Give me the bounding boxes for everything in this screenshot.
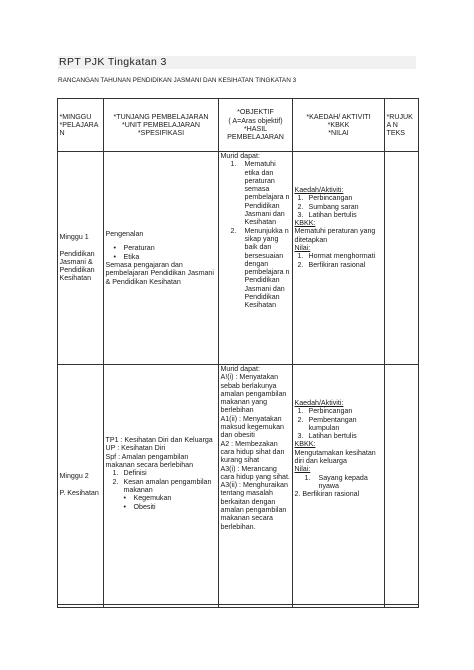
table-header-row [58,99,419,152]
item-text: Pembentangan kumpulan [308,415,357,432]
item-number: 2. [297,415,304,424]
list-item [295,416,383,433]
item-number: 1. [304,473,311,482]
item-text: Latihan bertulis [308,210,357,219]
kbkk-text: Mengutamakan kesihatan diri dan keluarga [294,448,376,466]
header-tunjang-line3: *SPESIFIKASI [137,129,185,138]
kbkk-label: KBKK: [294,440,316,449]
item-text: Perbincangan [308,194,353,203]
item-number: 3. [297,210,304,219]
objective-line: A2 : Membezakan cara hidup sihat dan kurang sihat [220,439,285,465]
item-text: Hormat menghormati [308,252,376,261]
list-item: • Obesiti [124,503,217,511]
list-item: • Etika [114,253,217,261]
objective-line: A3(i) : Merancang cara hidup yang sihat. [220,464,290,481]
unit-cell [104,152,219,365]
kbkk-label: KBKK: [294,219,316,228]
nilai-list [295,474,383,491]
header-rujukan [385,99,419,152]
kaedah-label: Kaedah/Aktiviti: [294,399,344,407]
week-label: Minggu 1 [59,233,89,242]
item-text: Definisi [123,469,147,478]
item-text: Berfikiran rasional [308,260,366,269]
empty-cell [385,605,419,608]
objective-list [221,160,291,309]
item-number: 1. [112,469,119,478]
unit-line: Spf : Amalan pengambilan makanan secara berlebihan [105,452,194,470]
table-row [58,152,419,365]
unit-numbered-list [106,469,217,494]
item-text: Menunjukka n sikap yang baik dan bersesuaian dengan pembelajara n Pendidikan Jasmani dan Pendidikan Kesihatan [244,226,290,310]
item-number: 1. [230,160,237,169]
list-item [295,252,383,260]
header-kaedah [293,99,385,152]
header-kaedah-line1: *KAEDAH/ AKTIVITI [306,112,371,121]
nilai-label: Nilai: [294,465,311,474]
unit-line: TP1 : Kesihatan Diri dan Keluarga [105,436,213,445]
item-text: Latihan bertulis [308,432,357,441]
header-minggu [58,99,104,152]
empty-cell [58,605,104,608]
table-row [58,605,419,608]
item-text: Perbincangan [308,407,353,416]
item-text: Sumbang saran [308,202,359,211]
item-text: Kesan amalan pengambilan makanan [123,477,212,494]
week-cell [58,365,104,605]
header-objektif-line2: ( A=Aras objektif) [228,116,283,125]
reference-cell [385,152,419,365]
unit-bullet-list [106,244,217,261]
document-subtitle: RANCANGAN TAHUNAN PENDIDIKAN JASMANI DAN KESIHATAN TINGKATAN 3 [58,77,297,84]
reference-cell [385,365,419,605]
header-objektif-line1: *OBJEKTIF [237,108,274,117]
list-item [221,227,291,310]
list-item [295,211,383,219]
item-number: 3. [297,432,304,441]
method-cell [293,152,385,365]
header-objektif [219,99,293,152]
empty-cell [104,605,219,608]
week-cell [58,152,104,365]
unit-title: Pengenalan [105,230,144,239]
list-item [295,203,383,211]
unit-note: Semasa pengajaran dan pembelajaran Pendidikan Jasmani & Pendidikan Kesihatan [105,261,214,286]
item-number: 2. [297,260,304,269]
header-tunjang-line1: *TUNJANG PEMBELAJARAN [113,112,209,121]
item-number: 1. [297,194,304,203]
list-item [221,160,291,226]
header-rujukan-text: *RUJUKA N TEKS [386,112,413,138]
lesson-label: Pendidikan Jasmani & Pendidikan Kesihatan [59,249,95,283]
header-tunjang [104,99,219,152]
nilai-extra: 2. Berfikiran rasional [294,490,360,499]
yearly-plan-table [57,98,419,608]
list-item [295,407,383,415]
header-tunjang-line2: *UNIT PEMBELAJARAN [122,120,200,129]
list-item [295,194,383,202]
list-item: • Kegemukan [124,494,217,502]
item-text: Sayang kepada nyawa [318,473,368,490]
list-item [295,432,383,440]
list-item [110,469,217,477]
unit-bullet-list [106,494,217,511]
method-cell [293,365,385,605]
objective-line: A1(ii) : Menyatakan maksud kegemukan dan obesiti [220,414,284,440]
item-number: 2. [297,202,304,211]
list-item: • Peraturan [114,244,217,252]
objective-intro: Murid dapat: [220,152,260,160]
lesson-label: P. Kesihatan [59,488,99,497]
item-number: 1. [297,407,304,416]
unit-line: UP : Kesihatan Diri [105,444,166,453]
objective-cell [219,365,293,605]
nilai-list [295,252,383,269]
list-item [295,261,383,269]
objective-line: A3(ii) : Menghuraikan tentang masalah berkaitan dengan amalan pengambilan makanan secara berlebihan. [220,481,288,531]
item-number: 2. [230,226,237,235]
header-minggu-text: *MINGGU *PELAJARA N [59,112,99,138]
kbkk-text: Mematuhi peraturan yang ditetapkan [294,227,376,244]
item-number: 2. [112,477,119,486]
item-number: 1. [297,252,304,261]
objective-cell [219,152,293,365]
kaedah-list [295,194,383,219]
table-row [58,365,419,605]
kaedah-label: Kaedah/Aktiviti: [294,186,344,194]
item-text: Mematuhi etika dan peraturan semasa pembelajara n Pendidikan Jasmani dan Kesihatan [244,160,290,227]
nilai-label: Nilai: [294,244,311,253]
week-label: Minggu 2 [59,472,89,481]
objective-line: A!(i) : Menyatakan sebab berlakunya amalan pengambilan makanan yang berlebihan [220,373,287,415]
unit-cell [104,365,219,605]
header-kaedah-line3: *NILAI [328,129,349,138]
empty-cell [293,605,385,608]
list-item [110,478,217,495]
empty-cell [219,605,293,608]
document-title: RPT PJK Tingkatan 3 [58,56,416,69]
header-kaedah-line2: *KBKK [327,120,350,129]
header-objektif-line3: *HASIL PEMBELAJARAN [227,125,284,142]
kaedah-list [295,407,383,440]
objective-intro: Murid dapat: [220,365,260,373]
list-item [295,474,383,491]
